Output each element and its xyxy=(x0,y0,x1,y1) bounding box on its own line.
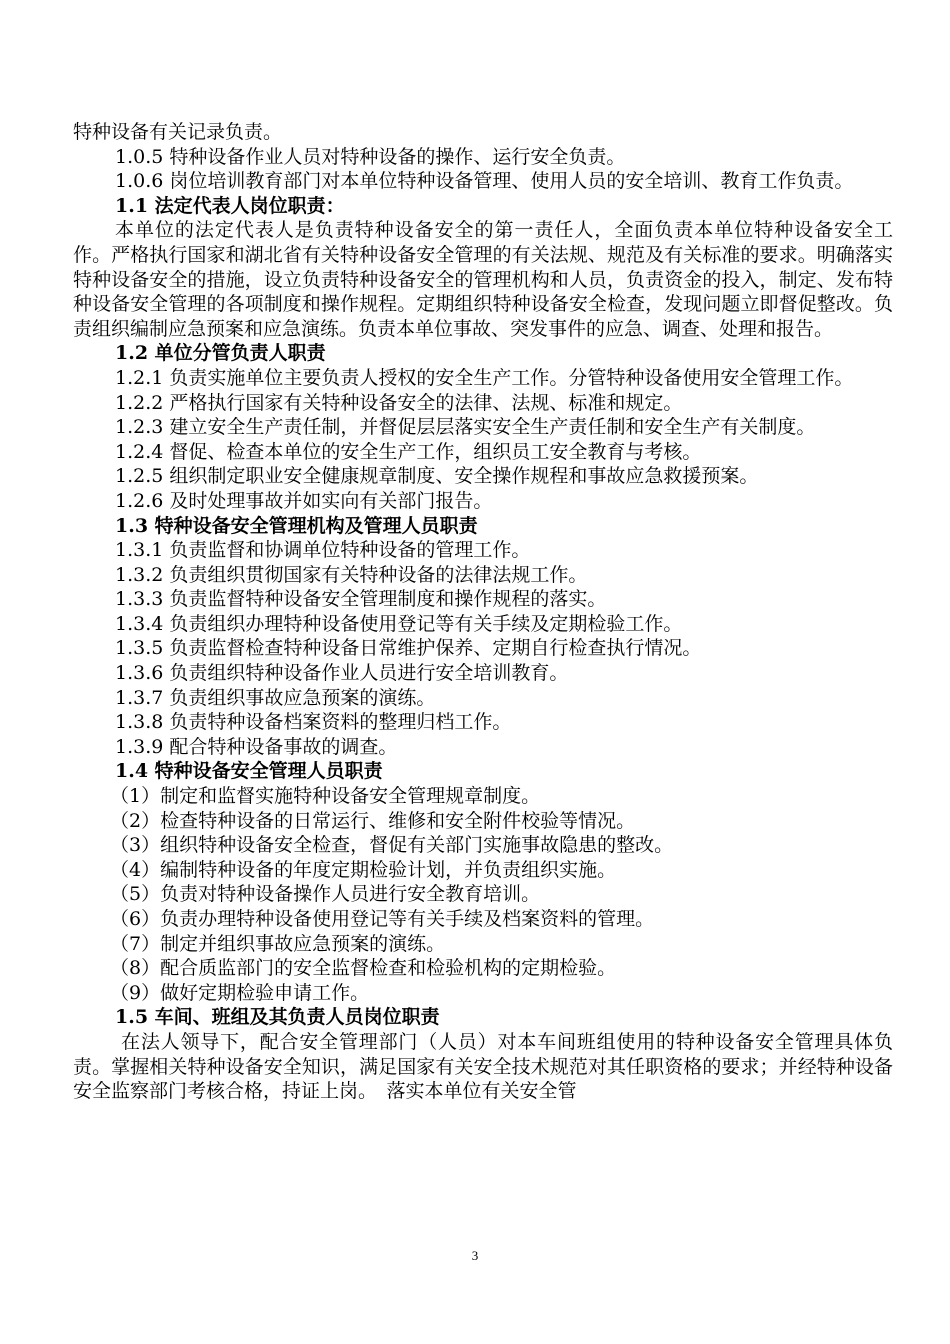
section-heading: 1.2 单位分管负责人职责 xyxy=(115,342,326,365)
paragraph: 1.3.4 负责组织办理特种设备使用登记等有关手续及定期检验工作。 xyxy=(115,612,683,635)
paragraph: （7）制定并组织事故应急预案的演练。 xyxy=(110,932,446,955)
paragraph: 1.3.1 负责监督和协调单位特种设备的管理工作。 xyxy=(115,539,531,562)
paragraph: （8）配合质监部门的安全监督检查和检验机构的定期检验。 xyxy=(110,957,617,980)
paragraph: 1.3.8 负责特种设备档案资料的整理归档工作。 xyxy=(115,711,512,734)
paragraph: （3）组织特种设备安全检查，督促有关部门实施事故隐患的整改。 xyxy=(110,834,674,857)
paragraph: 1.3.6 负责组织特种设备作业人员进行安全培训教育。 xyxy=(115,662,569,685)
paragraph: 特种设备有关记录负责。 xyxy=(73,121,283,143)
paragraph: （2）检查特种设备的日常运行、维修和安全附件校验等情况。 xyxy=(110,809,636,832)
paragraph: 1.3.5 负责监督检查特种设备日常维护保养、定期自行检查执行情况。 xyxy=(115,637,702,660)
section-heading: 1.4 特种设备安全管理人员职责 xyxy=(115,760,383,783)
paragraph: 1.2.2 严格执行国家有关特种设备安全的法律、法规、标准和规定。 xyxy=(115,391,683,414)
paragraph: （4）编制特种设备的年度定期检验计划，并负责组织实施。 xyxy=(110,858,617,881)
paragraph: （9）做好定期检验申请工作。 xyxy=(110,981,370,1004)
paragraph: 在法人领导下，配合安全管理部门（人员）对本车间班组使用的特种设备安全管理具体负责。掌握相关特种设备安全知识，满足国家有关安全技术规范对其任职资格的要求；并经特种设备安全监察部门考核合格，持证上岗。 落实本单位有关安全管 xyxy=(73,1030,893,1103)
paragraph: 1.2.5 组织制定职业安全健康规章制度、安全操作规程和事故应急救援预案。 xyxy=(115,465,759,488)
paragraph: （1）制定和监督实施特种设备安全管理规章制度。 xyxy=(110,785,541,808)
paragraph: 1.0.6 岗位培训教育部门对本单位特种设备管理、使用人员的安全培训、教育工作负责。 xyxy=(115,170,854,193)
paragraph: 1.3.9 配合特种设备事故的调查。 xyxy=(115,735,398,758)
section-heading: 1.3 特种设备安全管理机构及管理人员职责 xyxy=(115,514,478,537)
paragraph: 1.3.7 负责组织事故应急预案的演练。 xyxy=(115,686,436,709)
paragraph: （5）负责对特种设备操作人员进行安全教育培训。 xyxy=(110,883,541,906)
paragraph: 1.2.4 督促、检查本单位的安全生产工作，组织员工安全教育与考核。 xyxy=(115,440,702,463)
paragraph: 本单位的法定代表人是负责特种设备安全的第一责任人，全面负责本单位特种设备安全工作。严格执行国家和湖北省有关特种设备安全管理的有关法规、规范及有关标准的要求。明确落实特种设备安全的措施，设立负责特种设备安全的管理机构和人员，负责资金的投入，制定、发布特种设备安全管理的各项制度和操作规程。定期组织特种设备安全检查，发现问题立即督促整改。负责组织编制应急预案和应急演练。负责本单位事故、突发事件的应急、调查、处理和报告。 xyxy=(73,219,893,340)
section-heading: 1.1 法定代表人岗位职责： xyxy=(115,194,345,217)
document-body xyxy=(73,120,893,1104)
paragraph: 1.2.1 负责实施单位主要负责人授权的安全生产工作。分管特种设备使用安全管理工作。 xyxy=(115,366,854,389)
paragraph: 1.3.2 负责组织贯彻国家有关特种设备的法律法规工作。 xyxy=(115,563,588,586)
paragraph: 1.2.3 建立安全生产责任制，并督促层层落实安全生产责任制和安全生产有关制度。 xyxy=(115,416,816,439)
paragraph: 1.2.6 及时处理事故并如实向有关部门报告。 xyxy=(115,489,493,512)
paragraph: 1.3.3 负责监督特种设备安全管理制度和操作规程的落实。 xyxy=(115,588,607,611)
paragraph: （6）负责办理特种设备使用登记等有关手续及档案资料的管理。 xyxy=(110,908,655,930)
section-heading: 1.5 车间、班组及其负责人员岗位职责 xyxy=(115,1006,440,1029)
paragraph: 1.0.5 特种设备作业人员对特种设备的操作、运行安全负责。 xyxy=(115,145,626,168)
page-number: 3 xyxy=(471,1248,479,1263)
